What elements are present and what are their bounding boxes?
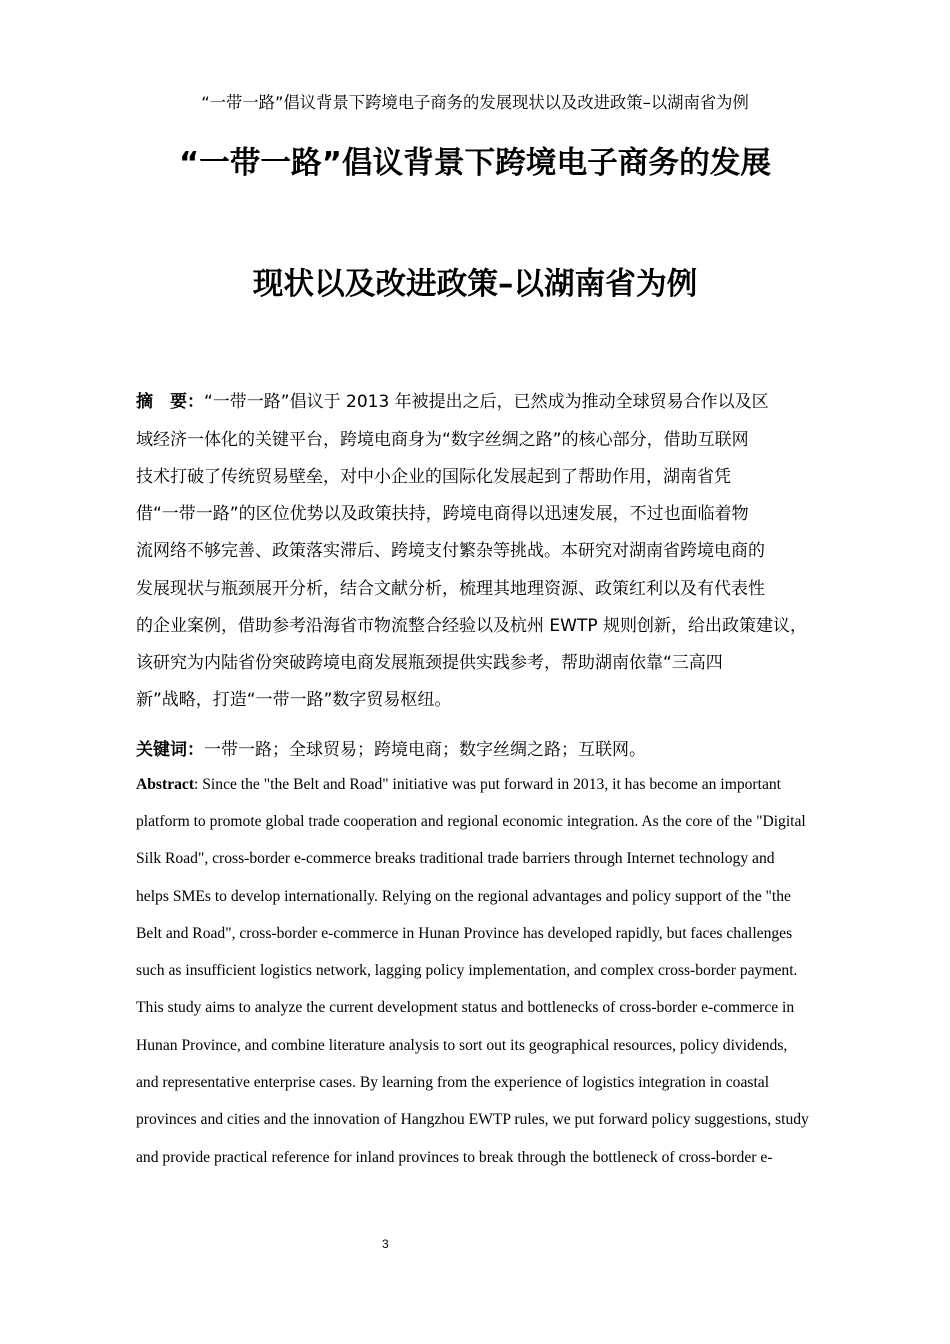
keywords-line (136, 738, 646, 762)
abstract-en-line (136, 775, 781, 795)
abstract-en-line: Belt and Road", cross-border e-commerce in Hunan Province has developed rapidly, but faces challenges (136, 925, 793, 942)
abstract-zh-line: 技术打破了传统贸易壁垒，对中小企业的国际化发展起到了帮助作用，湖南省凭 (136, 467, 731, 487)
running-header: “一带一路”倡议背景下跨境电子商务的发展现状以及改进政策–以湖南省为例 (201, 93, 749, 112)
abstract-zh-line (136, 390, 769, 414)
abstract-en-line: helps SMEs to develop internationally. Relying on the regional advantages and policy support of the "the (136, 888, 791, 905)
abstract-en-text: : Since the "the Belt and Road" initiative was put forward in 2013, it has become an important (194, 776, 781, 793)
abstract-zh-text: “一带一路”倡议于 2013 年被提出之后，已然成为推动全球贸易合作以及区 (204, 392, 769, 412)
abstract-en-line: and representative enterprise cases. By learning from the experience of logistics integration in coastal (136, 1074, 770, 1091)
title-line-1: “一带一路”倡议背景下跨境电子商务的发展 (178, 146, 772, 181)
abstract-zh-line: 发展现状与瓶颈展开分析，结合文献分析，梳理其地理资源、政策红利以及有代表性 (136, 579, 765, 599)
abstract-zh-line: 的企业案例，借助参考沿海省市物流整合经验以及杭州 EWTP 规则创新，给出政策建议， (136, 616, 807, 636)
abstract-zh-line: 域经济一体化的关键平台，跨境电商身为“数字丝绸之路”的核心部分，借助互联网 (136, 430, 749, 450)
title-line-2: 现状以及改进政策–以湖南省为例 (252, 267, 698, 302)
abstract-en-line: provinces and cities and the innovation of Hangzhou EWTP rules, we put forward policy suggestions, study (136, 1111, 809, 1128)
abstract-zh-line: 新”战略，打造“一带一路”数字贸易枢纽。 (136, 690, 452, 710)
abstract-en-label: Abstract (136, 776, 195, 793)
abstract-en-line: Silk Road", cross-border e-commerce breaks traditional trade barriers through Internet technology and (136, 850, 775, 867)
abstract-zh-line: 该研究为内陆省份突破跨境电商发展瓶颈提供实践参考，帮助湖南依靠“三高四 (136, 653, 723, 673)
keywords-label: 关键词： (136, 740, 204, 760)
keywords-text: 一带一路；全球贸易；跨境电商；数字丝绸之路；互联网。 (204, 740, 646, 760)
abstract-en-line: platform to promote global trade cooperation and regional economic integration. As the core of the "Digital (136, 813, 806, 830)
abstract-en-line: This study aims to analyze the current development status and bottlenecks of cross-border e-commerce in (136, 999, 795, 1016)
abstract-en-line: such as insufficient logistics network, lagging policy implementation, and complex cross-border payment. (136, 962, 798, 979)
page-number: 3 (382, 1237, 389, 1251)
abstract-en-line: Hunan Province, and combine literature analysis to sort out its geographical resources, policy dividends, (136, 1037, 788, 1054)
abstract-en-line: and provide practical reference for inland provinces to break through the bottleneck of cross-border e- (136, 1149, 773, 1166)
abstract-zh-line: 流网络不够完善、政策落实滞后、跨境支付繁杂等挑战。本研究对湖南省跨境电商的 (136, 541, 765, 561)
abstract-zh-label: 摘 要： (136, 392, 204, 412)
abstract-zh-line: 借“一带一路”的区位优势以及政策扶持，跨境电商得以迅速发展，不过也面临着物 (136, 504, 749, 524)
